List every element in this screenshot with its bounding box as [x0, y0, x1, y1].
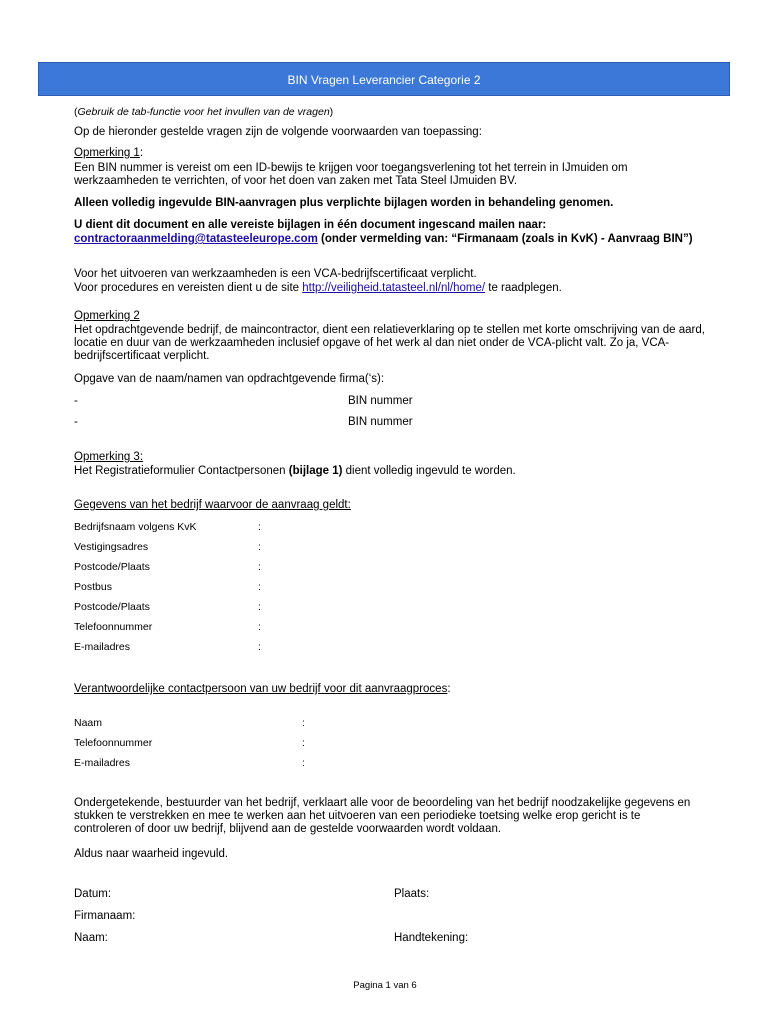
- label-plaats: Plaats:: [394, 888, 430, 900]
- page-header: BIN Vragen Leverancier Categorie 2: [38, 62, 730, 96]
- vca-line2: [74, 282, 734, 295]
- field-label: Vestigingsadres: [74, 541, 149, 553]
- label-handtekening: Handtekening:: [394, 932, 469, 944]
- hint-italic: Gebruik de tab-functie voor het invullen van de vragen: [77, 106, 330, 118]
- field-label: E-mailadres: [74, 641, 131, 653]
- remark3-bold: (bijlage 1): [288, 465, 343, 477]
- field-sep: :: [258, 581, 261, 593]
- field-sep: :: [302, 757, 305, 769]
- field-sep: :: [258, 601, 261, 613]
- remark1-text: Een BIN nummer is vereist om een ID-bewijs te krijgen voor toegangsverlening tot het terrein in IJmuiden om werkzaamheden te verrichten, of voor het doen van zaken met Tata Steel IJmuiden BV.: [74, 162, 628, 187]
- remark2-title: Opmerking 2: [74, 310, 140, 322]
- email-link[interactable]: contractoraanmelding@tatasteeleurope.com: [74, 233, 318, 245]
- contact-heading-colon: :: [447, 683, 451, 695]
- contact-heading-text: Verantwoordelijke contactpersoon van uw bedrijf voor dit aanvraagproces: [74, 683, 448, 695]
- company-field-email: [74, 641, 261, 654]
- remark2-text: Het opdrachtgevende bedrijf, de maincontractor, dient een relatieverklaring op te stellen met korte omschrijving van de aard, locatie en duur van de werkzaamheden inclusief opgave of het werk al dan niet onder de VCA-plicht valt. Zo ja, VCA-bedrijfscertificaat verplicht.: [74, 324, 705, 362]
- mail-suffix: (onder vermelding van: “Firmanaam (zoals in KvK) - Aanvraag BIN”): [317, 233, 693, 245]
- field-sep: :: [258, 561, 261, 573]
- label-datum: Datum:: [74, 888, 112, 900]
- bold-notice: Alleen volledig ingevulde BIN-aanvragen plus verplichte bijlagen worden in behandeling genomen.: [74, 197, 614, 209]
- contact-heading: [74, 683, 451, 696]
- vca-suffix: te raadplegen.: [485, 282, 562, 294]
- field-sep: :: [258, 521, 261, 533]
- mail-line: [74, 233, 714, 246]
- field-label: Bedrijfsnaam volgens KvK: [74, 521, 197, 533]
- remark3-prefix: Het Registratieformulier Contactpersonen: [74, 465, 289, 477]
- contact-field-email: [74, 757, 305, 770]
- remark3-title: Opmerking 3:: [74, 451, 144, 463]
- company-field-bedrijfsnaam: [74, 521, 261, 534]
- firm-row-2-bin: BIN nummer: [348, 416, 413, 428]
- vca-url-link[interactable]: http://veiligheid.tatasteel.nl/nl/home/: [302, 282, 486, 294]
- firm-row-1-dash: -: [74, 395, 78, 407]
- field-label: Postbus: [74, 581, 112, 593]
- field-sep: :: [258, 621, 261, 633]
- company-field-postbus: [74, 581, 261, 594]
- hint-open: (: [74, 106, 78, 118]
- firm-prompt: Opgave van de naam/namen van opdrachtgevende firma(‘s):: [74, 373, 385, 385]
- field-label: Telefoonnummer: [74, 737, 153, 749]
- field-sep: :: [302, 717, 305, 729]
- label-firmanaam: Firmanaam:: [74, 910, 136, 922]
- vca-line1: Voor het uitvoeren van werkzaamheden is een VCA-bedrijfscertificaat verplicht.: [74, 268, 477, 280]
- remark3-suffix: dient volledig ingevuld te worden.: [342, 465, 516, 477]
- firm-row-1-bin: BIN nummer: [348, 395, 413, 407]
- tab-hint: [74, 106, 333, 119]
- field-sep: :: [258, 541, 261, 553]
- hint-close: ): [329, 106, 334, 118]
- page-number: Pagina 1 van 6: [353, 980, 417, 991]
- field-label: Postcode/Plaats: [74, 561, 150, 573]
- remark1-colon: :: [139, 147, 144, 159]
- vca-prefix: Voor procedures en vereisten dient u de site: [74, 282, 303, 294]
- label-naam: Naam:: [74, 932, 108, 944]
- declaration-text: Ondergetekende, bestuurder van het bedrijf, verklaart alle voor de beoordeling van het bedrijf noodzakelijke gegevens en stukken te verstrekken en mee te werken aan het uitvoeren van een periodieke toetsing welke erop gericht is te controleren of door uw bedrijf, blijvend aan de gestelde voorwaarden wordt voldaan.: [74, 797, 691, 835]
- firm-row-2-dash: -: [74, 416, 78, 428]
- field-sep: :: [258, 641, 261, 653]
- mail-instruction: U dient dit document en alle vereiste bijlagen in één document ingescand mailen naar:: [74, 219, 547, 231]
- remark1-title: [74, 147, 143, 160]
- field-label: Naam: [74, 717, 103, 729]
- company-field-postcode-1: [74, 561, 261, 574]
- field-label: E-mailadres: [74, 757, 131, 769]
- contact-field-naam: [74, 717, 305, 730]
- remark1-title-text: Opmerking 1: [74, 147, 140, 159]
- field-sep: :: [302, 737, 305, 749]
- field-label: Telefoonnummer: [74, 621, 153, 633]
- company-field-postcode-2: [74, 601, 261, 614]
- declaration-truth: Aldus naar waarheid ingevuld.: [74, 848, 229, 860]
- field-label: Postcode/Plaats: [74, 601, 150, 613]
- company-field-vestigingsadres: [74, 541, 261, 554]
- company-field-telefoon: [74, 621, 261, 634]
- contact-field-telefoon: [74, 737, 305, 750]
- company-heading: Gegevens van het bedrijf waarvoor de aanvraag geldt:: [74, 499, 351, 511]
- conditions-text: Op de hieronder gestelde vragen zijn de volgende voorwaarden van toepassing:: [74, 126, 482, 138]
- remark3-text: [74, 465, 734, 478]
